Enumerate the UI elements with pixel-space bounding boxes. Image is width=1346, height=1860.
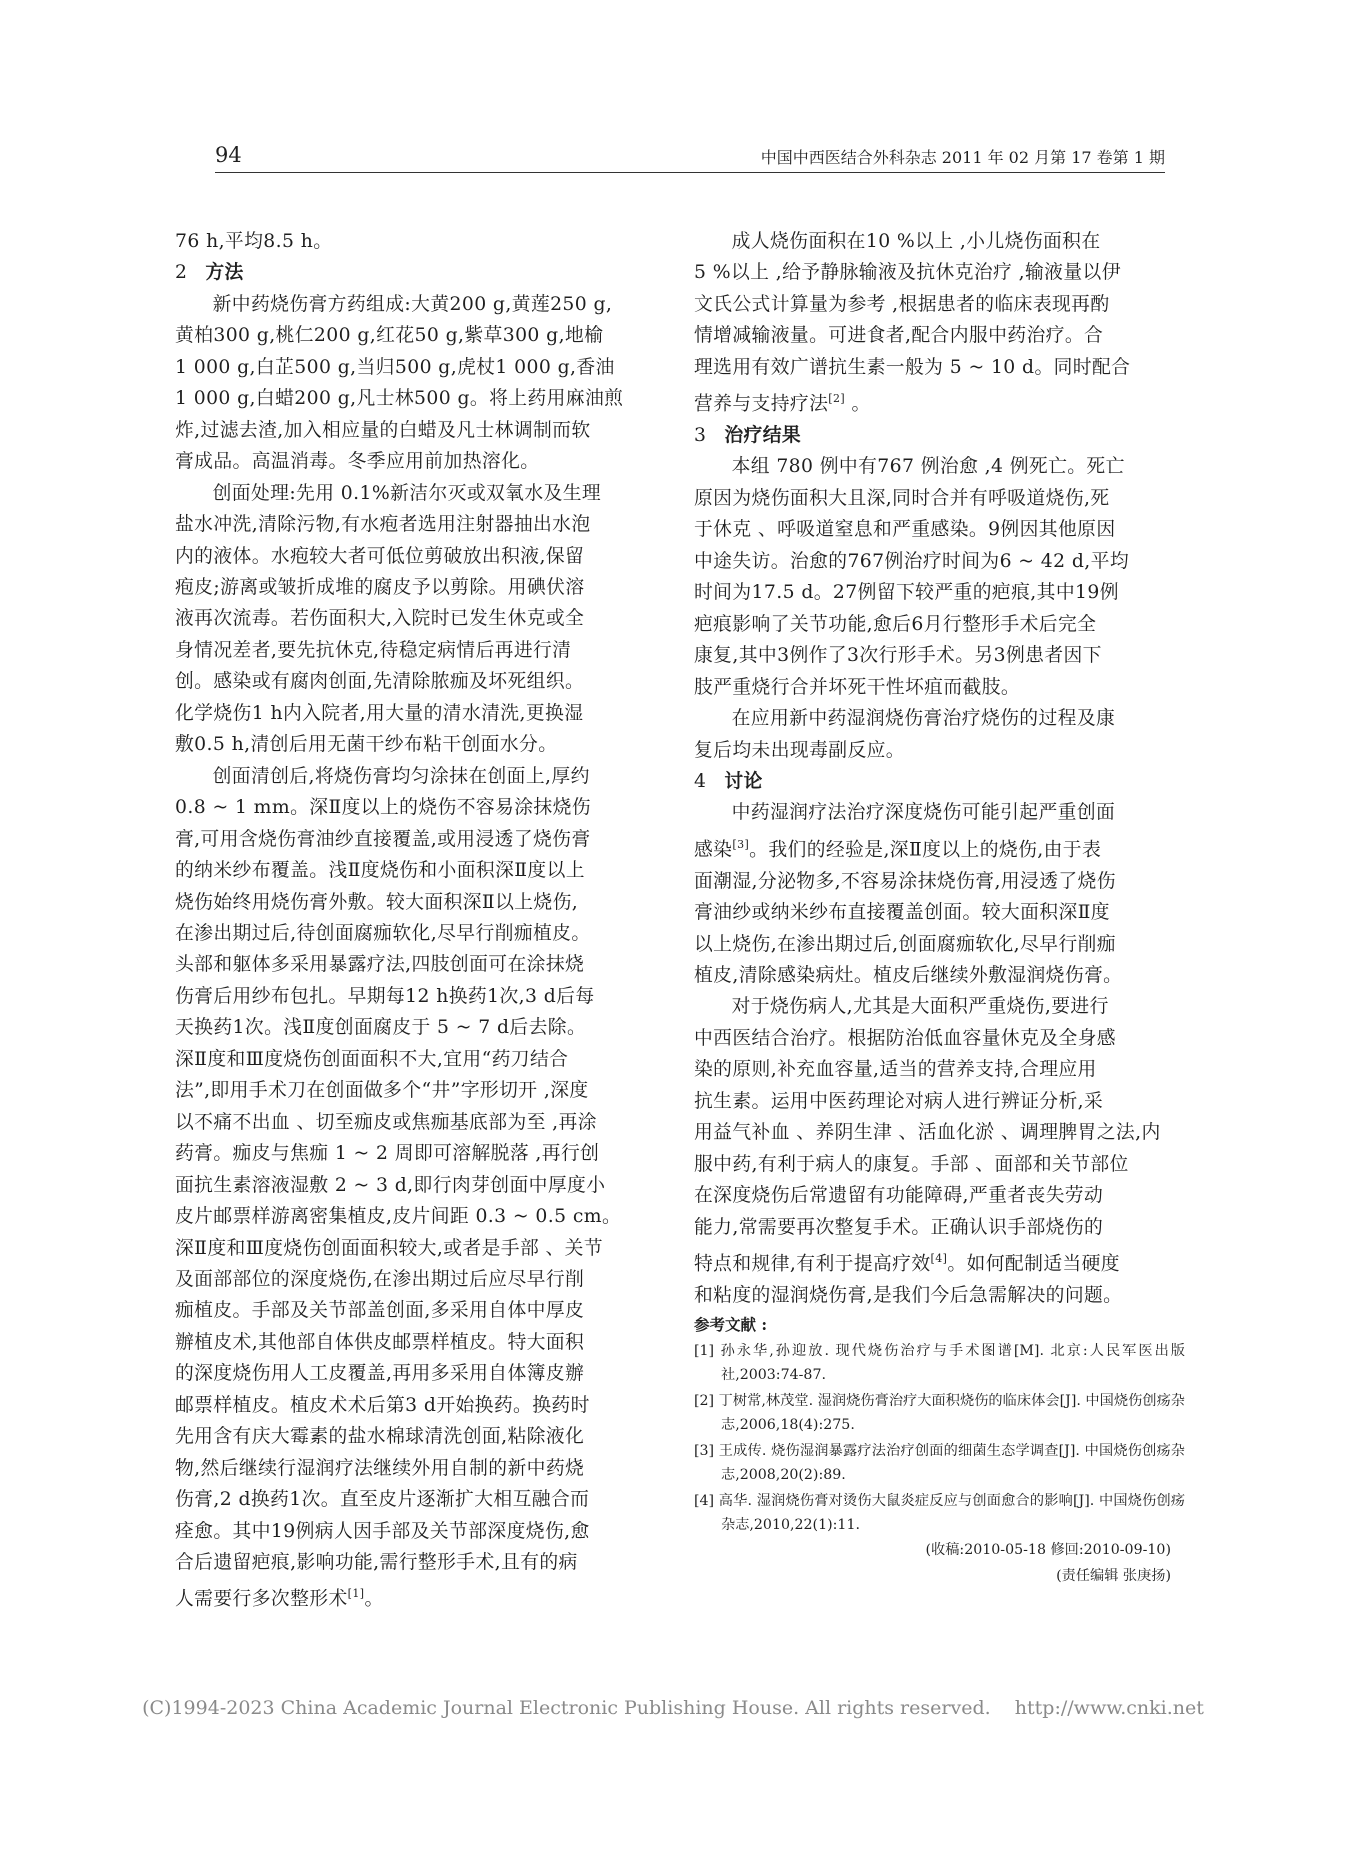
section-heading-methods — [175, 257, 662, 288]
section-number: 2 — [175, 262, 188, 284]
section-heading-discussion — [694, 766, 1185, 797]
citation-ref: [3] — [732, 837, 750, 851]
section-title: 治疗结果 — [724, 423, 802, 446]
paragraph-text: 创面清创后,将烧伤膏均匀涂抹在创面上,厚约 0.8 ~ 1 mm。深Ⅱ度以上的烧伤不容易涂抹烧伤 膏,可用含烧伤膏油纱直接覆盖,或用浸透了烧伤膏 的纳米纱布覆盖。浅Ⅱ度烧伤和小面积深Ⅱ度以上 烧伤始终用烧伤膏外敷。较大面积深Ⅱ以上烧伤, 在渗出期过后,待创面腐痂软化,尽早行削痂植皮。 头部和躯体多采用暴露疗法,四肢创面可在涂抹烧 伤膏后用纱布包扎。早期每12 h换药1次,3 d后每 天换药1次。浅Ⅱ度创面腐皮于 5 ~ 7 d后去除。 深Ⅱ度和Ⅲ度烧伤创面面积不大,宜用“药刀结合 法”,即用手术刀在创面做多个“井”字形切开 ,深度 以不痛不出血 、切至痂皮或焦痂基底部为至 ,再涂 药膏。痂皮与焦痂 1 ~ 2 周即可溶解脱落 ,再行创 面抗生素溶液湿敷 2 ~ 3 d,即行肉芽创面中厚度小 皮片邮票样游离密集植皮,皮片间距 0.3 ~ 0.5 cm。 深Ⅱ度和Ⅲ度烧伤创面面积较大,或者是手部 、关节 及面部部位的深度烧伤,在渗出期过后应尽早行削 痂植皮。手部及关节部盖创面,多采用自体中厚皮 辦植皮术,其他部自体供皮邮票样植皮。特大面积 的深度烧伤用人工皮覆盖,再用多采用自体簿皮辦 邮票样植皮。植皮术术后第3 d开始换药。换药时 先用含有庆大霉素的盐水棉球清洗创面,粘除液化 物,然后继续行湿润疗法继续外用自制的新中药烧 伤膏,2 d换药1次。直至皮片逐渐扩大相互融合而 痊愈。其中19例病人因手部及关节部深度烧伤,愈 合后遗留疤痕,影响功能,需行整形手术,且有的病 人需要行多次整形术 — [175, 765, 622, 1610]
section-number: 4 — [694, 770, 707, 792]
journal-title: 中国中西医结合外科杂志 2011 年 02 月第 17 卷第 1 期 — [760, 148, 1165, 167]
paragraph-end: 。 — [364, 1588, 384, 1610]
left-column — [175, 226, 662, 1615]
reference-item: [1] 孙永华,孙迎放. 现代烧伤治疗与手术图谱[M]. 北京:人民军医出版社,2003:74-87. — [694, 1343, 1185, 1384]
paragraph-formula: 新中药烧伤膏方药组成:大黄200 g,黄莲250 g, 黄柏300 g,桃仁200 g,红花50 g,紫草300 g,地榆 1 000 g,白芷500 g,当归500 g,虎杖1 000 g,香油 1 000 g,白蜡200 g,凡士林500 g。将上药用麻油煎 炸,过滤去渣,加入相应量的白蜡及凡士林调制而软 膏成品。高温消毒。冬季应用前加热溶化。 — [175, 293, 624, 473]
paragraph-discussion-1 — [694, 797, 1185, 991]
page-header — [215, 143, 1165, 183]
paragraph-results: 本组 780 例中有767 例治愈 ,4 例死亡。死亡 原因为烧伤面积大且深,同时合并有呼吸道烧伤,死 于休克 、呼吸道窒息和严重感染。9例因其他原因 中途失访。治愈的767例治疗时间为6 ~ 42 d,平均 时间为17.5 d。27例留下较严重的疤痕,其中19例 疤痕影响了关节功能,愈后6月行整形手术后完全 康复,其中3例作了3次行形手术。另3例患者因下 肢严重烧行合并坏死干性坏疽而截肢。 — [694, 456, 1130, 698]
paragraph-text: 对于烧伤病人,尤其是大面积严重烧伤,要进行 中西医结合治疗。根据防治低血容量休克及全身感 染的原则,补充血容量,适当的营养支持,合理应用 抗生素。运用中医药理论对病人进行辨证分析,采 用益气补血 、养阴生津 、活血化淤 、调理脾胃之法,内 服中药,有利于病人的康复。手部 、面部和关节部位 在深度烧伤后常遗留有功能障碍,严重者丧失劳动 能力,常需要再次整复手术。正确认识手部烧伤的 特点和规律,有利于提高疗效 — [694, 996, 1161, 1275]
paragraph-text: 中药湿润疗法治疗深度烧伤可能引起严重创面 感染 — [694, 802, 1116, 861]
paragraph-end: 。 — [845, 393, 871, 415]
paragraph-debridement — [175, 761, 662, 1616]
reference-item: [4] 高华. 湿润烧伤膏对烫伤大鼠炎症反应与创面愈合的影响[J]. 中国烧伤创疡杂志,2010,22(1):11. — [694, 1493, 1185, 1534]
right-column — [694, 226, 1185, 1589]
reference-item: [2] 丁树常,林茂堂. 湿润烧伤膏治疗大面积烧伤的临床体会[J]. 中国烧伤创疡杂志,2006,18(4):275. — [694, 1393, 1185, 1434]
page-number: 94 — [215, 143, 242, 167]
citation-ref: [1] — [347, 1587, 365, 1601]
copyright-footer: (C)1994-2023 China Academic Journal Electronic Publishing House. All rights reserved. http://www.cnki.net — [142, 1697, 1204, 1719]
paragraph-wound-treatment: 创面处理:先用 0.1%新洁尔灭或双氧水及生理 盐水冲洗,清除污物,有水疱者选用注射器抽出水泡 内的液体。水疱较大者可低位剪破放出积液,保留 疱皮;游离或皱折成堆的腐皮予以剪除。用碘伏溶 液再次流毒。若伤面积大,入院时已发生休克或全 身情况差者,要先抗休克,待稳定病情后再进行清 创。感染或有腐肉创面,先清除脓痂及坏死组织。 化学烧伤1 h内入院者,用大量的清水清洗,更换湿 敷0.5 h,清创后用无菌干纱布粘干创面水分。 — [175, 482, 602, 756]
citation-ref: [4] — [930, 1252, 948, 1266]
section-number: 3 — [694, 424, 707, 446]
header-rule — [215, 172, 1165, 173]
received-dates: (收稿:2010-05-18 修回:2010-09-10) — [925, 1542, 1171, 1559]
citation-ref: [2] — [828, 392, 846, 406]
paragraph-side-effects: 在应用新中药湿润烧伤膏治疗烧伤的过程及康 复后均未出现毒副反应。 — [694, 708, 1116, 761]
section-title: 讨论 — [724, 769, 763, 792]
references-title: 参考文献 : — [694, 1315, 768, 1335]
paragraph-discussion-2 — [694, 991, 1185, 1311]
continued-paragraph: 76 h,平均8.5 h。 — [175, 231, 333, 252]
paragraph-text-cont: 。如何配制适当硬度 和粘度的湿润烧伤膏,是我们今后急需解决的问题。 — [694, 1253, 1123, 1306]
paragraph-text-cont: 。我们的经验是,深Ⅱ度以上的烧伤,由于表 面潮湿,分泌物多,不容易涂抹烧伤膏,用浸透了烧伤 膏油纱或纳米纱布直接覆盖创面。较大面积深Ⅱ度 以上烧伤,在渗出期过后,创面腐痂软化,尽早行削痂 植皮,清除感染病灶。植皮后继续外敷湿润烧伤膏。 — [694, 839, 1123, 986]
paragraph-text: 成人烧伤面积在10 %以上 ,小儿烧伤面积在 5 %以上 ,给予静脉输液及抗休克治疗 ,输液量以伊 文氏公式计算量为参考 ,根据患者的临床表现再酌 情增减输液量。可进食者,配合内服中药治疗。合 理选用有效广谱抗生素一般为 5 ~ 10 d。同时配合 营养与支持疗法 — [694, 231, 1131, 415]
responsible-editor: (责任编辑 张庚扬) — [1056, 1568, 1171, 1585]
section-title: 方法 — [205, 261, 244, 284]
paragraph-fluid-therapy — [694, 226, 1185, 420]
section-heading-results — [694, 420, 1185, 451]
reference-item: [3] 王成传. 烧伤湿润暴露疗法治疗创面的细菌生态学调查[J]. 中国烧伤创疡杂志,2008,20(2):89. — [694, 1443, 1185, 1484]
